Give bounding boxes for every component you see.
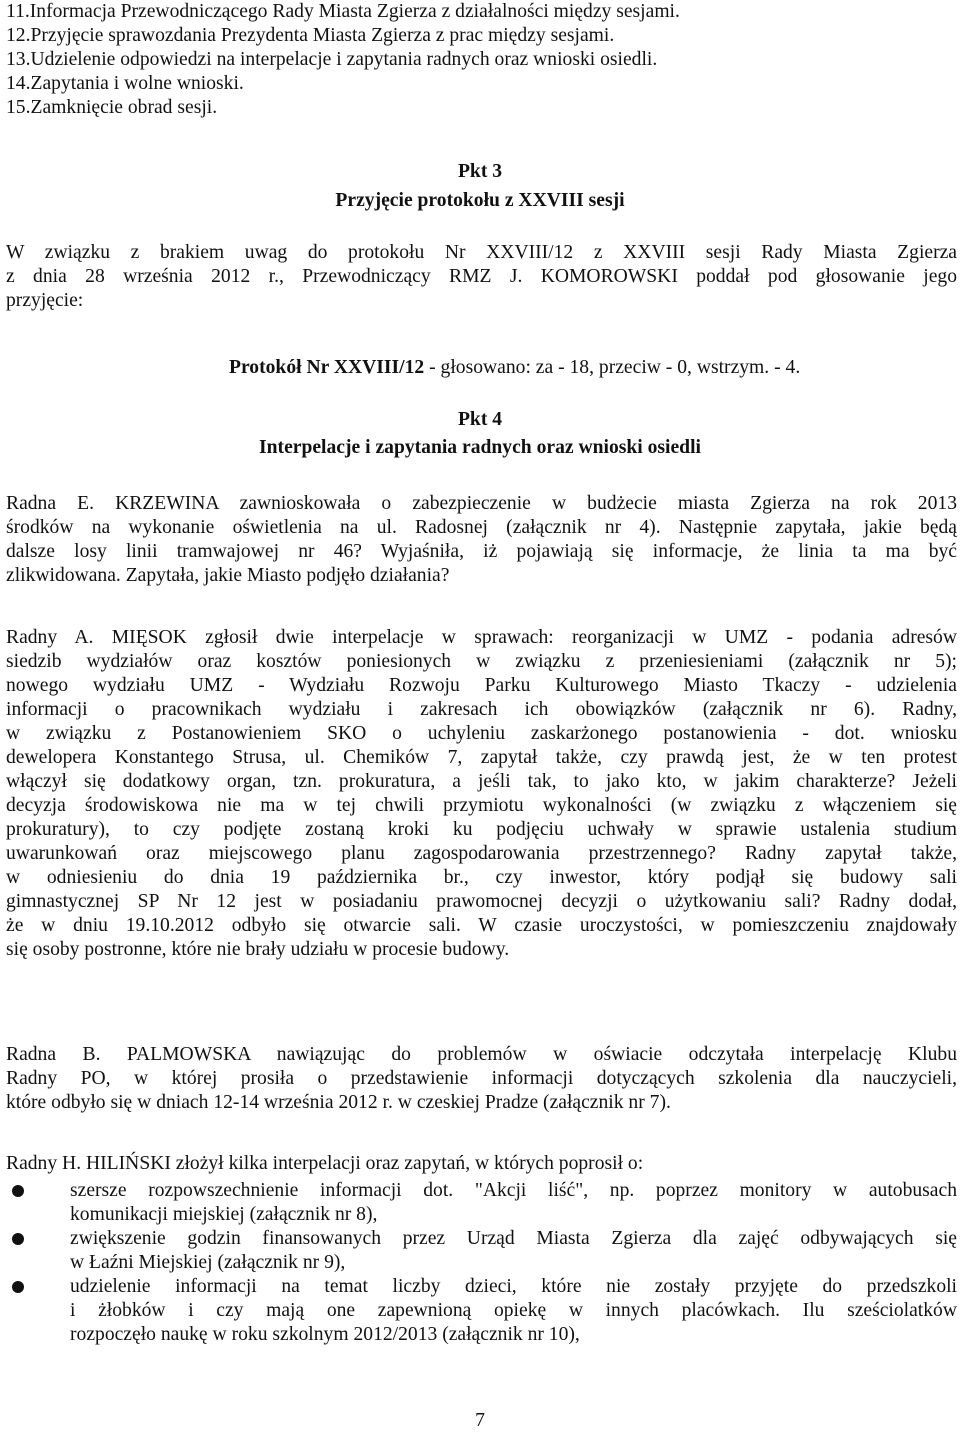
text-line: włączył się dodatkowy organ, tzn. prokuratura, a jeśli tak, to jako kto, w jakim charakterze? Jeżeli [6, 771, 957, 792]
text-line: prokuratury), to czy podjęte zostaną kroki ku podjęciu uchwały w sprawie ustalenia studium [6, 819, 957, 840]
text-line: się osoby postronne, które nie brały udziału w procesie budowy. [6, 939, 510, 960]
krzewina-paragraph [6, 492, 957, 588]
page-number: 7 [475, 1410, 485, 1431]
pkt3-number: Pkt 3 [457, 161, 503, 182]
text-line: Radny H. HILIŃSKI złożył kilka interpelacji oraz zapytań, w których poprosił o: [6, 1153, 644, 1174]
miesok-paragraph [6, 626, 957, 962]
vote-label: Protokół Nr XXVIII/12 [229, 357, 425, 378]
text-line: komunikacji miejskiej (załącznik nr 8), [70, 1204, 378, 1225]
list-item [6, 1275, 957, 1347]
pkt4-number: Pkt 4 [457, 409, 503, 430]
text-line: Radna E. KRZEWINA zawnioskowała o zabezpieczenie w budżecie miasta Zgierza na rok 2013 [6, 493, 957, 514]
text-line: W związku z brakiem uwag do protokołu Nr XXVIII/12 z XXVIII sesji Rady Miasta Zgierza [6, 242, 957, 263]
text-line: Radny PO, w której prosiła o przedstawienie informacji dotyczących szkolenia dla nauczycieli, [6, 1068, 957, 1089]
agenda-item: 15.Zamknięcie obrad sesji. [6, 97, 218, 118]
pkt3-title: Przyjęcie protokołu z XXVIII sesji [335, 190, 625, 211]
vote-text: - głosowano: za - 18, przeciw - 0, wstrzym. - 4. [424, 357, 801, 378]
agenda-list [6, 0, 680, 120]
text-line: w związku z Postanowieniem SKO o uchyleniu zaskarżonego postanowienia - dot. wniosku [6, 723, 957, 744]
text-line: informacji o pracownikach wydziału i zakresach ich obowiązków (załącznik nr 6). Radny, [6, 699, 957, 720]
hilinski-list [6, 1179, 957, 1347]
pkt4-title: Interpelacje i zapytania radnych oraz wnioski osiedli [259, 437, 701, 458]
text-line: dalsze losy linii tramwajowej nr 46? Wyjaśniła, iż pojawiają się informacje, że linia ta ma być [6, 541, 957, 562]
text-line: w Łaźni Miejskiej (załącznik nr 9), [70, 1252, 346, 1273]
agenda-item: 14.Zapytania i wolne wnioski. [6, 73, 244, 94]
text-line: zwiększenie godzin finansowanych przez Urząd Miasta Zgierza dla zajęć odbywających się [70, 1228, 957, 1249]
text-line: gimnastycznej SP Nr 12 jest w posiadaniu prawomocnej decyzji o użytkowaniu sali? Radny dodał, [6, 891, 957, 912]
text-line: decyzja środowiskowa nie ma w tej chwili przymiotu wykonalności (w związku z włączeniem się [6, 795, 957, 816]
palmowska-paragraph [6, 1043, 957, 1115]
text-line: Radna B. PALMOWSKA nawiązując do problemów w oświacie odczytała interpelację Klubu [6, 1044, 957, 1065]
bullet-icon [12, 1233, 24, 1245]
hilinski-intro [6, 1152, 957, 1176]
text-line: Radny A. MIĘSOK zgłosił dwie interpelacje w sprawach: reorganizacji w UMZ - podania adresów [6, 627, 957, 648]
text-line: w odniesieniu do dnia 19 października br., czy inwestor, który podjął się budowy sali [6, 867, 957, 888]
text-line: rozpoczęło naukę w roku szkolnym 2012/2013 (załącznik nr 10), [70, 1324, 580, 1345]
agenda-item: 13.Udzielenie odpowiedzi na interpelacje i zapytania radnych oraz wnioski osiedli. [6, 49, 658, 70]
bullet-icon [12, 1185, 24, 1197]
text-line: siedzib wydziałów oraz kosztów poniesionych w związku z przeniesieniami (załącznik nr 5); [6, 651, 957, 672]
agenda-item: 12.Przyjęcie sprawozdania Prezydenta Miasta Zgierza z prac między sesjami. [6, 25, 615, 46]
text-line: szersze rozpowszechnienie informacji dot. "Akcji liść", np. poprzez monitory w autobusach [70, 1180, 957, 1201]
vote-result [229, 356, 800, 380]
text-line: uwarunkowań oraz miejscowego planu zagospodarowania przestrzennego? Radny zapytał także, [6, 843, 957, 864]
list-item [6, 1227, 957, 1275]
text-line: środków na wykonanie oświetlenia na ul. Radosnej (załącznik nr 4). Następnie zapytała, jakie będą [6, 517, 957, 538]
bullet-icon [12, 1281, 24, 1293]
text-line: zlikwidowana. Zapytała, jakie Miasto podjęło działania? [6, 565, 450, 586]
text-line: dewelopera Konstantego Strusa, ul. Chemików 7, zapytał także, czy prawdą jest, że w ten protest [6, 747, 957, 768]
text-line: i żłobków i czy mają one zapewnioną opiekę w innych placówkach. Ilu sześciolatków [70, 1300, 957, 1321]
agenda-item: 11.Informacja Przewodniczącego Rady Miasta Zgierza z działalności między sesjami. [6, 1, 680, 22]
text-line: które odbyło się w dniach 12-14 września 2012 r. w czeskiej Pradze (załącznik nr 7). [6, 1092, 671, 1113]
list-item [6, 1179, 957, 1227]
pkt3-paragraph [6, 241, 957, 313]
text-line: przyjęcie: [6, 290, 84, 311]
text-line: udzielenie informacji na temat liczby dzieci, które nie zostały przyjęte do przedszkoli [70, 1276, 957, 1297]
text-line: nowego wydziału UMZ - Wydziału Rozwoju Parku Kulturowego Miasto Tkaczy - udzielenia [6, 675, 957, 696]
text-line: że w dniu 19.10.2012 odbyło się otwarcie sali. W czasie uroczystości, w pomieszczeniu znajdowały [6, 915, 957, 936]
text-line: z dnia 28 września 2012 r., Przewodniczący RMZ J. KOMOROWSKI poddał pod głosowanie jego [6, 266, 957, 287]
